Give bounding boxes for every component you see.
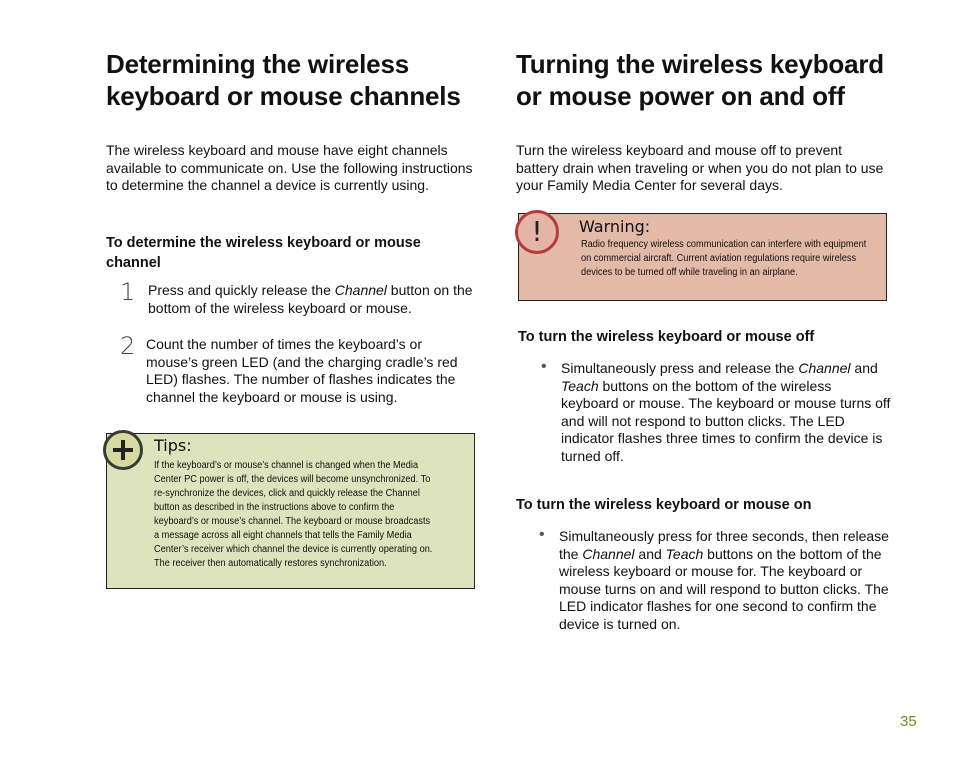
left-section-title: Determining the wireless keyboard or mouse channels [106,49,461,111]
right-intro-paragraph: Turn the wireless keyboard and mouse off to prevent battery drain when traveling or when you do not plan to use your Family Media Center for several days. [516,142,884,194]
step-text: Press and quickly release the Channel button on the bottom of the wireless keyboard or mouse. [148,282,473,316]
tips-label: Tips: [154,436,192,455]
left-intro-paragraph: The wireless keyboard and mouse have eight channels available to communicate on. Use the following instructions to determine the channel a device is currently using. [106,142,473,194]
exclamation-icon: ! [515,210,559,254]
bullet-text: Simultaneously press and release the Channel and Teach buttons on the bottom of the wireless keyboard or mouse. The keyboard or mouse turns off and will not respond to button clicks. The LED indicator flashes three times to confirm the device is turned off. [561,360,891,464]
plus-icon [103,430,143,470]
step-number: 2 [120,332,136,360]
tips-box [106,433,475,589]
turn-off-heading: To turn the wireless keyboard or mouse off [518,329,815,345]
warning-text: Radio frequency wireless communication can interfere with equipment on commercial aircraft. Current aviation regulations require wireless devices to be turned off while traveling in an airplane. [581,239,867,278]
turn-on-heading: To turn the wireless keyboard or mouse on [516,497,812,513]
warning-box [518,213,887,301]
determine-channel-heading: To determine the wireless keyboard or mouse channel [106,235,421,271]
bullet-text: Simultaneously press for three seconds, then release the Channel and Teach buttons on the bottom of the wireless keyboard or mouse for. The keyboard or mouse turns on and will respond to button clicks. The LED indicator flashes for one second to confirm the device is turned on. [559,528,889,632]
tips-text: If the keyboard’s or mouse’s channel is changed when the Media Center PC power is off, the devices will become unsynchronized. To re-synchronize the devices, click and quickly release the Channel button as described in the instructions above to confirm the keyboard’s or mouse’s channel. The keyboard or mouse broadcasts a message across all eight channels that tells the Family Media Center’s receiver which channel the device is currently operating on. The receiver then automatically restores synchronization. [154,460,433,569]
page-number: 35 [900,713,917,730]
step-text: Count the number of times the keyboard’s or mouse’s green LED (and the charging cradle’s red LED) flashes. The number of flashes indicates the channel the keyboard or mouse is using. [146,336,458,405]
right-section-title: Turning the wireless keyboard or mouse power on and off [516,49,884,111]
step-number: 1 [120,278,136,306]
bullet-icon: • [539,526,545,543]
bullet-icon: • [541,358,547,375]
warning-label: Warning: [579,217,651,236]
